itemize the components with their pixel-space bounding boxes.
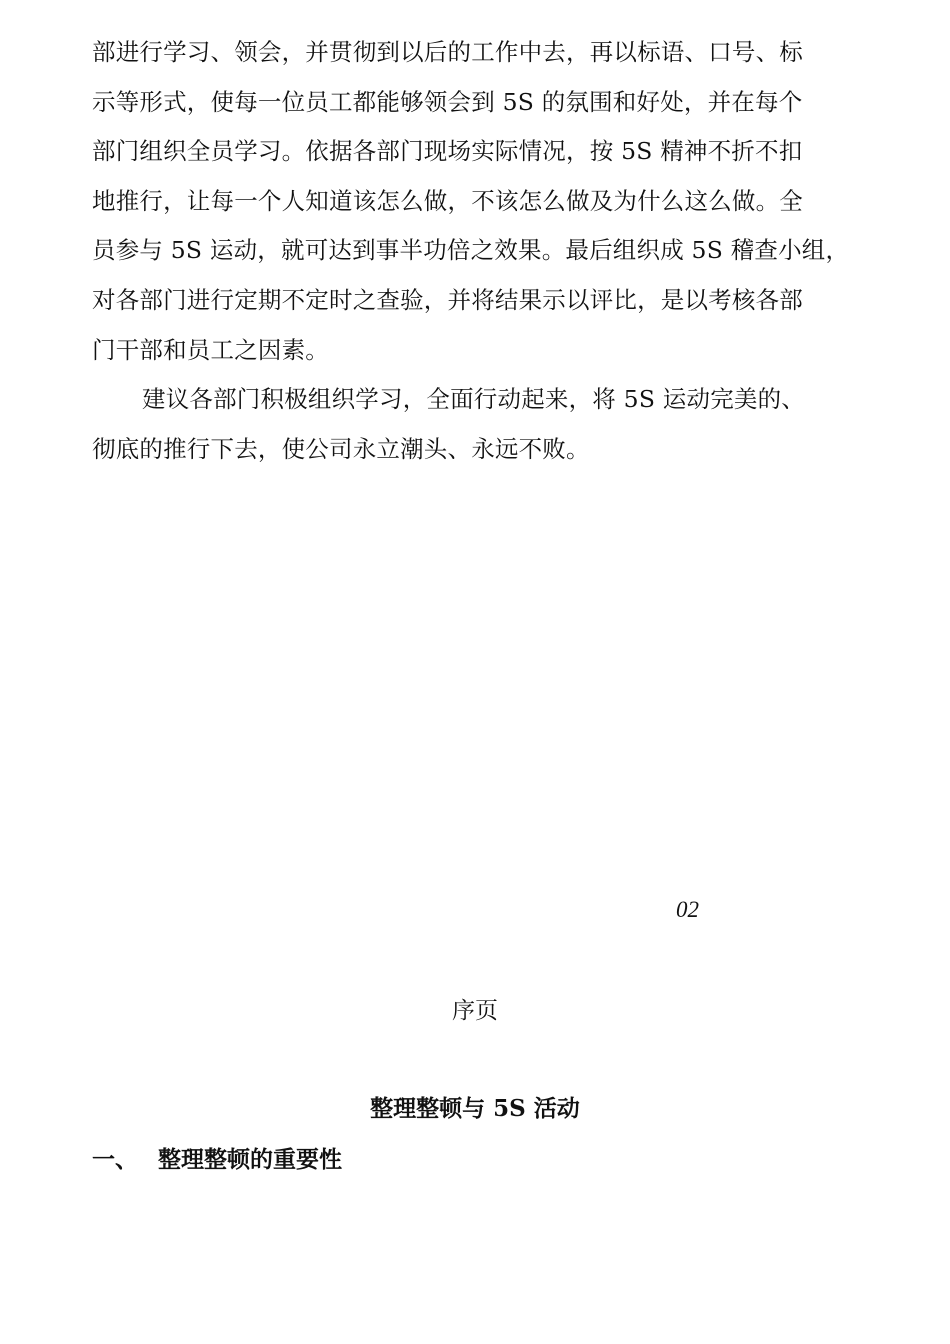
page-number: 02 (676, 897, 699, 922)
section-title: 整理整顿与 5S 活动 (370, 1095, 580, 1122)
paragraph-1-line-5: 员参与 5S 运动，就可达到事半功倍之效果。最后组织成 5S 稽查小组， (92, 236, 850, 265)
body-text (92, 28, 892, 474)
paragraph-1-line-3: 部门组织全员学习。依据各部门现场实际情况，按 5S 精神不折不扣 (92, 137, 803, 166)
heading-number: 一、 (92, 1146, 138, 1173)
paragraph-1-line-1: 部进行学习、领会，并贯彻到以后的工作中去，再以标语、口号、标 (92, 38, 803, 66)
paragraph-2-line-1: 建议各部门积极组织学习，全面行动起来，将 5S 运动完美的、 (142, 385, 805, 414)
heading-text: 整理整顿的重要性 (158, 1146, 342, 1173)
section-heading (92, 1145, 342, 1175)
paragraph-1-line-2: 示等形式，使每一位员工都能够领会到 5S 的氛围和好处，并在每个 (92, 87, 803, 116)
paragraph-1-line-6: 对各部门进行定期不定时之查验，并将结果示以评比，是以考核各部 (92, 285, 803, 314)
paragraph-1-line-4: 地推行，让每一个人知道该怎么做，不该怎么做及为什么这么做。全 (92, 186, 803, 215)
paragraph-2-line-2: 彻底的推行下去，使公司永立潮头、永远不败。 (92, 434, 590, 463)
preface-label: 序页 (452, 998, 498, 1024)
paragraph-1-line-7: 门干部和员工之因素。 (92, 335, 329, 364)
